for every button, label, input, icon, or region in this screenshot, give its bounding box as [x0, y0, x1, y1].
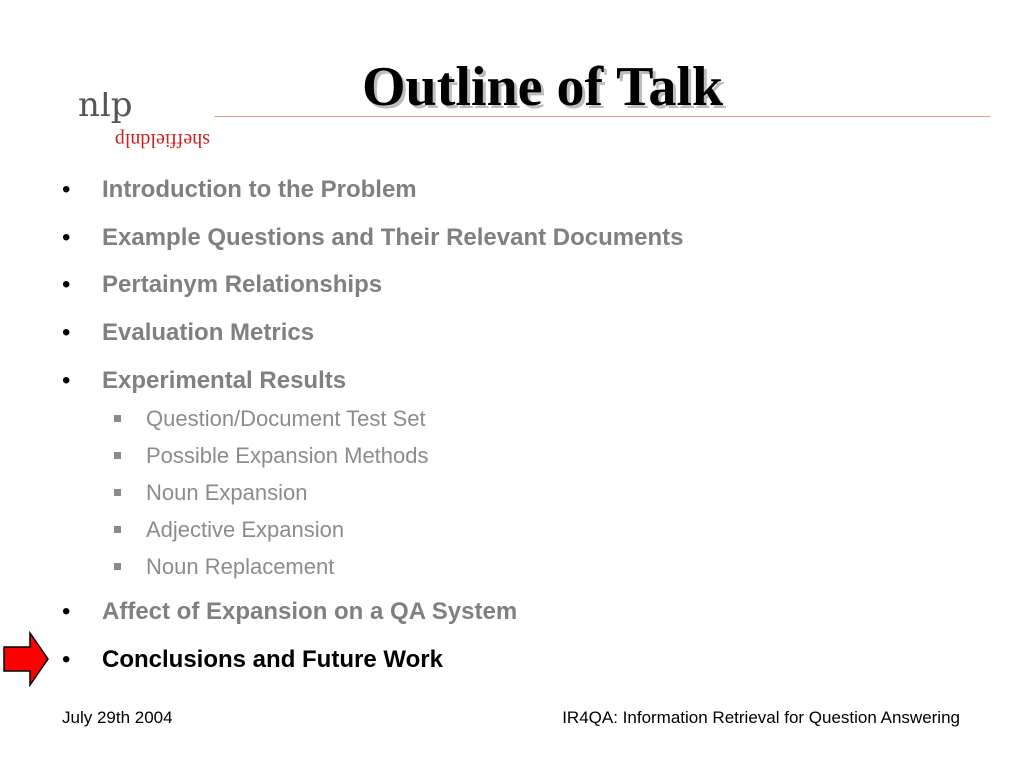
square-bullet [114, 489, 121, 496]
sheffield-nlp-logo [42, 92, 222, 152]
square-bullet [114, 526, 121, 533]
outline-subitem-label: Possible Expansion Methods [146, 443, 429, 468]
outline-subitem-label: Question/Document Test Set [146, 406, 426, 431]
outline-subitem-label: Noun Replacement [146, 554, 335, 579]
bullet-dot: • [62, 646, 71, 673]
square-bullet [114, 452, 121, 459]
title-divider [214, 116, 990, 117]
bullet-dot: • [62, 224, 71, 251]
bullet-dot: • [62, 271, 71, 298]
footer-presentation-title: IR4QA: Information Retrieval for Question Answering [562, 708, 960, 727]
outline-item-label: Affect of Expansion on a QA System [102, 598, 518, 625]
logo-sheffield-mirrored-text: sheffieldnlp [114, 129, 210, 151]
outline-item-label: Example Questions and Their Relevant Documents [102, 224, 684, 251]
bullet-dot: • [62, 598, 71, 625]
slide-title: Outline of Talk [362, 56, 724, 118]
footer-date: July 29th 2004 [62, 708, 173, 727]
right-arrow-icon [2, 631, 50, 687]
logo-graphic [42, 92, 222, 152]
outline-subitem-label: Noun Expansion [146, 480, 308, 505]
outline-item-label: Experimental Results [102, 367, 347, 394]
outline-subitem-label: Adjective Expansion [146, 517, 345, 542]
outline-item-label: Evaluation Metrics [102, 319, 315, 346]
outline-item-label: Introduction to the Problem [102, 176, 417, 203]
bullet-dot: • [62, 367, 71, 394]
logo-nlp-text: nlp [78, 92, 133, 125]
bullet-dot: • [62, 176, 71, 203]
bullet-dot: • [62, 319, 71, 346]
square-bullet [114, 415, 121, 422]
square-bullet [114, 563, 121, 570]
outline-item-label: Pertainym Relationships [102, 271, 383, 298]
outline-item-label: Conclusions and Future Work [102, 646, 443, 673]
